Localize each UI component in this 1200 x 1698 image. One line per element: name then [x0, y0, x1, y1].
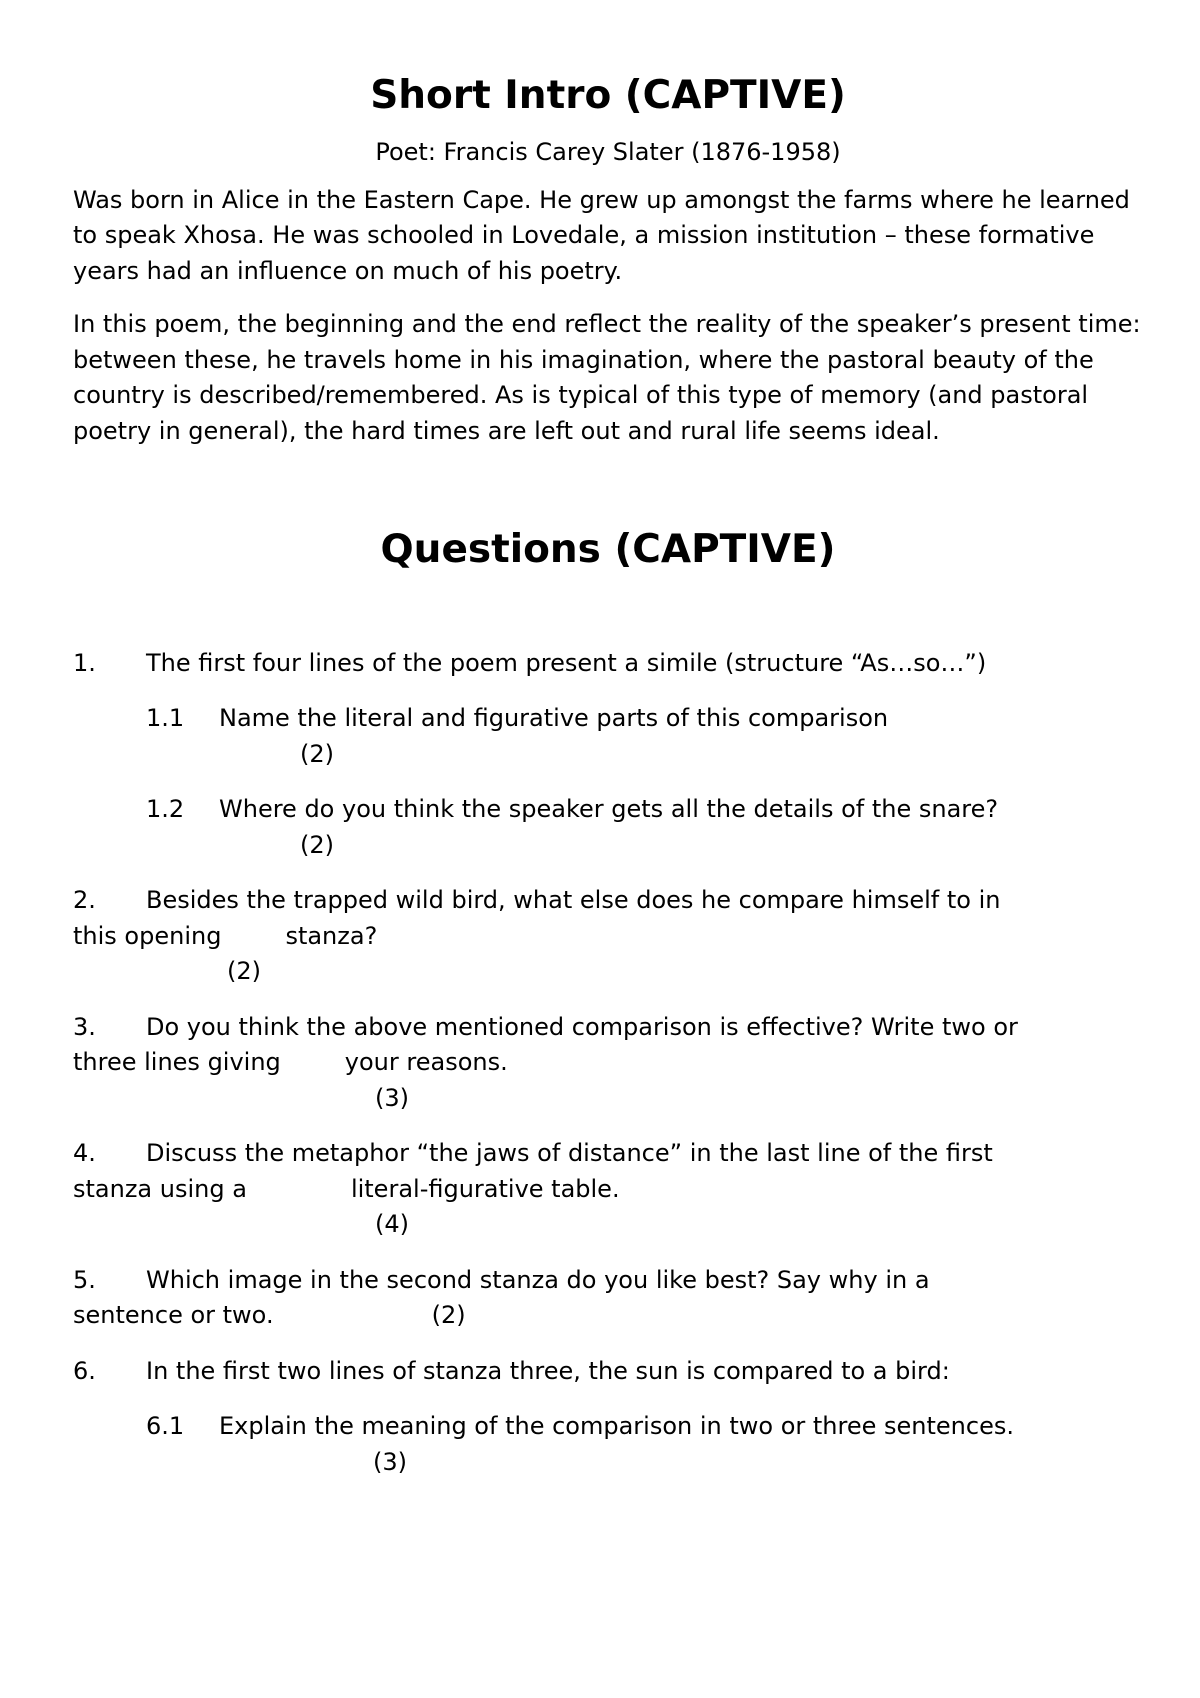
question-4 [73, 1136, 1143, 1243]
question-mark: (3) [373, 1447, 407, 1476]
question-6-1 [73, 1409, 1143, 1480]
question-5 [73, 1263, 1143, 1334]
question-text-cont: sentence or two. [73, 1301, 274, 1330]
question-number: 6.1 [146, 1412, 185, 1441]
question-text: Besides the trapped wild bird, what else does he compare himself to in [146, 886, 1001, 915]
question-number: 1.2 [146, 795, 185, 824]
question-text-cont: your reasons. [344, 1048, 508, 1077]
question-text-cont: stanza using a [73, 1174, 247, 1203]
question-number: 3. [73, 1012, 96, 1041]
question-1-1 [73, 701, 1143, 772]
question-mark: (3) [375, 1083, 409, 1112]
question-text: Explain the meaning of the comparison in two or three sentences. [219, 1412, 1014, 1441]
question-3 [73, 1010, 1143, 1117]
question-text: The first four lines of the poem present a simile (structure “As…so…”) [146, 648, 987, 677]
question-1 [73, 646, 1143, 682]
question-list [73, 646, 1143, 1481]
question-number: 2. [73, 886, 96, 915]
document-page [73, 60, 1143, 1500]
intro-paragraph-2: In this poem, the beginning and the end reflect the reality of the speaker’s present time: between these, he travels home in his imagination, where the pastoral beauty of the country is described/remembered. As is typical of this type of memory (and pastoral poetry in general), the hard times are left out and rural life seems ideal. [73, 310, 1141, 445]
question-text-cont: three lines giving [73, 1048, 281, 1077]
question-text: Name the literal and figurative parts of this comparison [219, 704, 889, 733]
question-1-2 [73, 792, 1143, 863]
question-text: In the first two lines of stanza three, the sun is compared to a bird: [146, 1356, 950, 1385]
question-number: 4. [73, 1139, 96, 1168]
intro-title: Short Intro (CAPTIVE) [370, 73, 846, 118]
question-text: Where do you think the speaker gets all the details of the snare? [219, 795, 999, 824]
question-number: 6. [73, 1356, 96, 1385]
question-number: 1. [73, 648, 96, 677]
questions-title: Questions (CAPTIVE) [380, 527, 836, 573]
question-number: 1.1 [146, 704, 185, 733]
question-mark: (2) [300, 830, 334, 859]
question-text-cont: literal-figurative table. [350, 1174, 620, 1203]
question-mark: (2) [227, 957, 261, 986]
question-number: 5. [73, 1265, 96, 1294]
intro-paragraph-1: Was born in Alice in the Eastern Cape. He grew up amongst the farms where he learned to speak Xhosa. He was schooled in Lovedale, a mission institution – these formative years had an influence on much of his poetry. [73, 185, 1130, 285]
question-mark: (2) [300, 739, 334, 768]
question-text: Do you think the above mentioned comparison is effective? Write two or [146, 1012, 1018, 1041]
poet-line: Poet: Francis Carey Slater (1876-1958) [375, 137, 841, 166]
question-2 [73, 883, 1143, 990]
question-text-cont: this opening [73, 921, 222, 950]
question-6 [73, 1354, 1143, 1390]
question-mark: (4) [375, 1210, 409, 1239]
question-text-cont: stanza? [285, 921, 378, 950]
question-text: Which image in the second stanza do you like best? Say why in a [146, 1265, 930, 1294]
question-mark: (2) [431, 1301, 466, 1330]
question-text: Discuss the metaphor “the jaws of distance” in the last line of the first [146, 1139, 993, 1168]
